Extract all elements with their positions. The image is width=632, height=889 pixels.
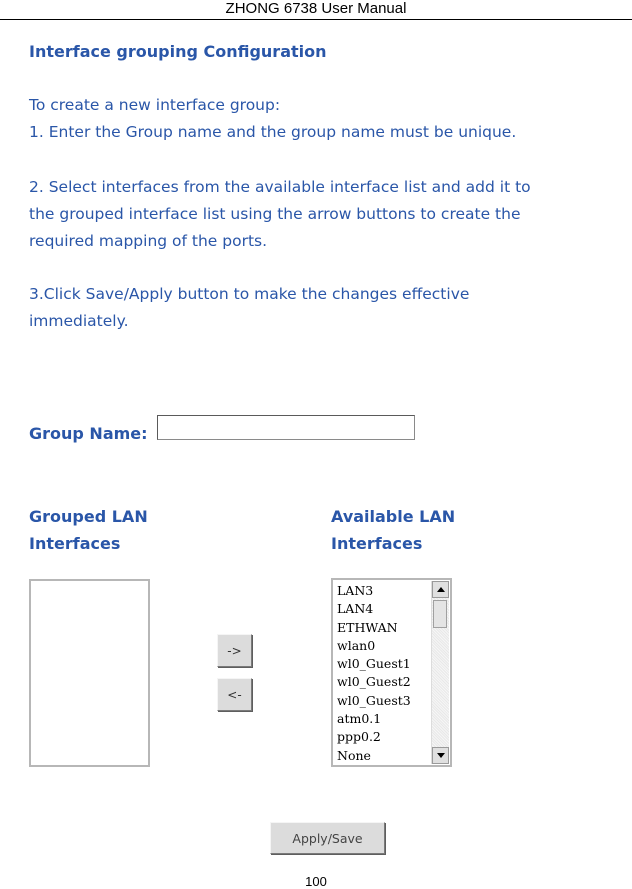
move-to-grouped-button[interactable]: -> (217, 634, 252, 667)
group-name-input[interactable] (157, 415, 415, 440)
document-header: ZHONG 6738 User Manual (225, 0, 407, 17)
step-1-text: 1. Enter the Group name and the group name must be unique. (29, 123, 517, 141)
grouped-interfaces-listbox[interactable] (29, 579, 150, 767)
scroll-track[interactable] (432, 598, 449, 747)
list-item[interactable]: ppp0.2 (337, 729, 381, 745)
list-item[interactable]: LAN3 (337, 583, 374, 598)
apply-save-button[interactable]: Apply/Save (270, 822, 385, 854)
grouped-label-line-2: Interfaces (29, 534, 121, 553)
available-label-line-2: Interfaces (331, 534, 423, 553)
available-interfaces-items (335, 582, 430, 763)
scroll-up-button[interactable] (432, 581, 449, 598)
page-number: 100 (305, 874, 327, 889)
list-item[interactable]: wl0_Guest2 (337, 674, 411, 690)
grouped-interfaces-label (29, 503, 148, 557)
step-3-line-2: immediately. (29, 312, 129, 330)
scroll-thumb[interactable] (433, 600, 447, 628)
list-item[interactable]: None (337, 747, 371, 763)
grouped-label-line-1: Grouped LAN (29, 507, 148, 526)
list-item[interactable]: wlan0 (337, 637, 376, 653)
instructions-step-2 (29, 174, 619, 255)
list-item[interactable]: atm0.1 (337, 711, 382, 727)
step-2-line-3: required mapping of the ports. (29, 232, 268, 250)
move-to-available-button[interactable]: <- (217, 678, 252, 711)
intro-text: To create a new interface group: (29, 96, 281, 114)
list-item[interactable]: wl0_Guest1 (337, 656, 411, 672)
header-divider (0, 19, 632, 20)
grouped-interfaces-items (33, 583, 128, 763)
available-interfaces-label (331, 503, 455, 557)
list-item[interactable]: wl0_Guest3 (337, 692, 411, 708)
instructions-step-3 (29, 281, 619, 335)
page-title: Interface grouping Configuration (29, 42, 327, 61)
scroll-up-arrow-icon (437, 587, 445, 592)
list-item[interactable]: LAN4 (337, 601, 374, 617)
list-item[interactable]: ETHWAN (337, 619, 398, 635)
group-name-label: Group Name: (29, 424, 148, 443)
scroll-down-arrow-icon (437, 753, 445, 758)
step-2-line-1: 2. Select interfaces from the available interface list and add it to (29, 178, 531, 196)
available-label-line-1: Available LAN (331, 507, 456, 526)
scroll-down-button[interactable] (432, 747, 449, 764)
step-2-line-2: the grouped interface list using the arrow buttons to create the (29, 205, 521, 223)
instructions-intro (29, 92, 619, 146)
available-list-scrollbar[interactable] (431, 581, 449, 764)
available-interfaces-listbox[interactable] (331, 578, 452, 767)
step-3-line-1: 3.Click Save/Apply button to make the changes effective (29, 285, 470, 303)
